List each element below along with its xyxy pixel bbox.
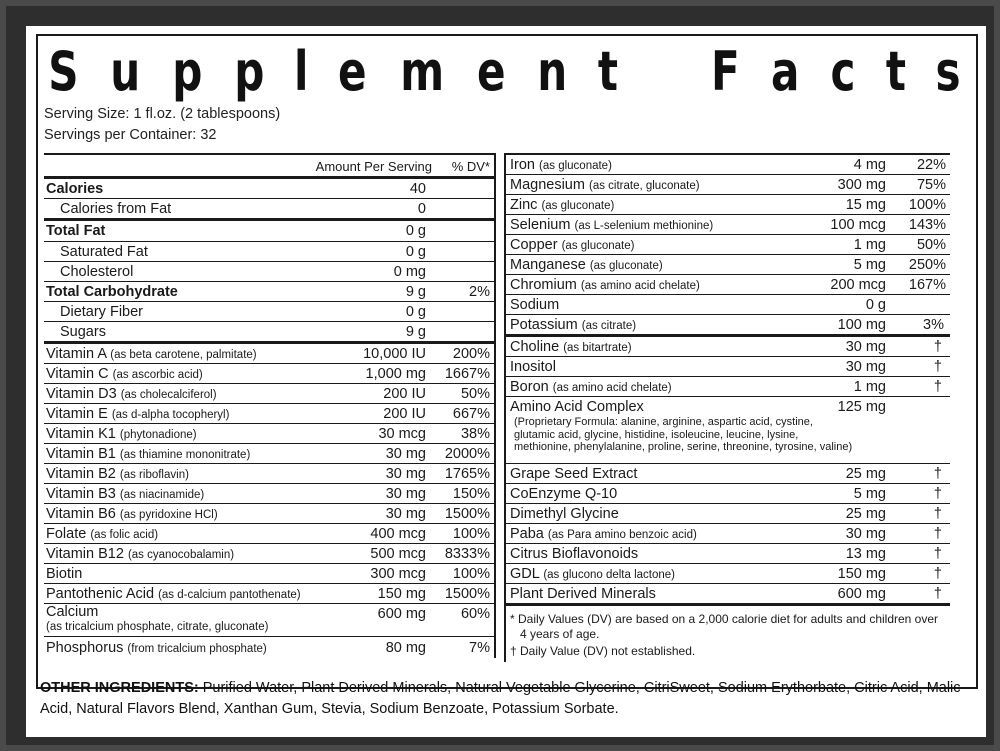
nutrient-name: Manganese (as gluconate) bbox=[510, 257, 663, 273]
nutrient-dv: 143% bbox=[908, 217, 946, 233]
nutrient-name: Sugars bbox=[60, 324, 106, 340]
dv-footnote: * Daily Values (DV) are based on a 2,000 calorie diet for adults and children over 4 years of age. † Daily Value (DV) not established. bbox=[510, 612, 939, 658]
nutrient-dv: 1500% bbox=[444, 586, 490, 602]
nutrient-name: Pantothenic Acid (as d-calcium pantothenate) bbox=[46, 586, 301, 602]
nutrient-name: Vitamin B6 (as pyridoxine HCl) bbox=[46, 506, 218, 522]
macro-row bbox=[44, 221, 494, 242]
nutrient-dv: 38% bbox=[460, 426, 490, 442]
mineral-row bbox=[506, 275, 950, 295]
vitamin-row bbox=[44, 364, 494, 384]
nutrient-name: Vitamin D3 (as cholecalciferol) bbox=[46, 386, 217, 402]
nutrient-amount: 600 mg bbox=[377, 606, 426, 622]
mineral-row bbox=[506, 235, 950, 255]
nutrient-amount: 4 mg bbox=[853, 157, 886, 173]
mineral-row bbox=[506, 195, 950, 215]
nutrient-name: Saturated Fat bbox=[60, 244, 148, 260]
vitamin-row bbox=[44, 464, 494, 484]
nutrient-amount: 9 g bbox=[405, 284, 426, 300]
other-row bbox=[506, 544, 950, 564]
mineral-row bbox=[506, 315, 950, 337]
other-row bbox=[506, 504, 950, 524]
nutrient-amount: 30 mg bbox=[385, 466, 426, 482]
vitamin-row bbox=[44, 544, 494, 564]
nutrient-name: CoEnzyme Q-10 bbox=[510, 486, 618, 502]
nutrient-dv: 3% bbox=[923, 317, 944, 333]
macro-row bbox=[44, 262, 494, 282]
nutrient-dv: 100% bbox=[908, 197, 946, 213]
title-letter: e bbox=[337, 40, 367, 103]
nutrient-amount: 600 mg bbox=[837, 586, 886, 602]
other-ingredients bbox=[40, 678, 980, 720]
vitamin-row bbox=[44, 584, 494, 604]
title-letter: s bbox=[935, 40, 961, 103]
nutrient-name: Inositol bbox=[510, 359, 556, 375]
vitamin-row bbox=[44, 444, 494, 464]
other-row bbox=[506, 464, 950, 484]
other-row bbox=[506, 357, 950, 377]
phosphorus-row bbox=[44, 637, 494, 658]
nutrient-dv: 100% bbox=[452, 566, 490, 582]
other-row bbox=[506, 584, 950, 606]
nutrient-name: Vitamin K1 (phytonadione) bbox=[46, 426, 197, 442]
nutrient-amount: 100 mcg bbox=[830, 217, 886, 233]
other-row bbox=[506, 564, 950, 584]
title-letter: S bbox=[48, 40, 79, 103]
mineral-row bbox=[506, 175, 950, 195]
nutrient-name: Vitamin A (as beta carotene, palmitate) bbox=[46, 346, 257, 362]
nutrient-dv: 7% bbox=[469, 640, 490, 656]
nutrient-amount: 0 bbox=[417, 201, 426, 217]
vitamin-row bbox=[44, 484, 494, 504]
nutrient-amount: 1 mg bbox=[853, 237, 886, 253]
dagger-mark: † bbox=[933, 466, 942, 482]
nutrient-dv: 1667% bbox=[444, 366, 490, 382]
ingredients-label: OTHER INGREDIENTS: bbox=[40, 680, 199, 696]
nutrient-name: Calories from Fat bbox=[60, 201, 172, 217]
nutrient-name: Vitamin C (as ascorbic acid) bbox=[46, 366, 203, 382]
nutrient-dv: 50% bbox=[460, 386, 490, 402]
nutrient-dv: 2% bbox=[469, 284, 490, 300]
nutrient-amount: 0 g bbox=[405, 223, 426, 239]
nutrient-name: GDL (as glucono delta lactone) bbox=[510, 566, 676, 582]
nutrient-name: Total Carbohydrate bbox=[46, 284, 178, 300]
nutrient-name: Cholesterol bbox=[60, 264, 134, 280]
nutrient-dv: 100% bbox=[452, 526, 490, 542]
servings-per-container: Servings per Container: 32 bbox=[44, 127, 217, 143]
vitamin-row bbox=[44, 504, 494, 524]
nutrient-amount: 125 mg bbox=[837, 399, 886, 415]
title-letter: n bbox=[537, 40, 568, 103]
dagger-mark: † bbox=[933, 359, 942, 375]
nutrient-amount: 30 mg bbox=[845, 526, 886, 542]
vitamin-row bbox=[44, 564, 494, 584]
nutrient-name: Vitamin B2 (as riboflavin) bbox=[46, 466, 189, 482]
nutrient-dv: 250% bbox=[908, 257, 946, 273]
nutrient-name: Iron (as gluconate) bbox=[510, 157, 612, 173]
other-row bbox=[506, 337, 950, 357]
serving-size: Serving Size: 1 fl.oz. (2 tablespoons) bbox=[44, 106, 281, 122]
nutrient-name: Vitamin B3 (as niacinamide) bbox=[46, 486, 205, 502]
title-letter: t bbox=[597, 40, 618, 103]
calories-row bbox=[44, 179, 494, 199]
nutrient-name: Potassium (as citrate) bbox=[510, 317, 637, 333]
nutrient-amount: 30 mg bbox=[385, 446, 426, 462]
nutrient-amount: 30 mcg bbox=[378, 426, 426, 442]
other-row bbox=[506, 377, 950, 397]
nutrient-amount: 500 mcg bbox=[370, 546, 426, 562]
right-nutrient-column bbox=[504, 153, 950, 662]
nutrient-name: Vitamin E (as d-alpha tocopheryl) bbox=[46, 406, 230, 422]
title-letter: a bbox=[771, 40, 800, 103]
nutrient-name: Dietary Fiber bbox=[60, 304, 143, 320]
vitamin-row bbox=[44, 404, 494, 424]
nutrient-name: Citrus Bioflavonoids bbox=[510, 546, 639, 562]
supplement-facts-panel bbox=[36, 34, 978, 689]
nutrient-name: Chromium (as amino acid chelate) bbox=[510, 277, 700, 293]
title-letter: m bbox=[399, 40, 444, 103]
nutrient-dv: 75% bbox=[916, 177, 946, 193]
nutrient-name: Zinc (as gluconate) bbox=[510, 197, 615, 213]
nutrient-dv: 667% bbox=[452, 406, 490, 422]
vitamin-row bbox=[44, 424, 494, 444]
macro-row bbox=[44, 282, 494, 302]
footnotes bbox=[506, 606, 950, 662]
title-letter: p bbox=[234, 40, 265, 103]
nutrient-amount: 30 mg bbox=[385, 506, 426, 522]
nutrient-amount: 25 mg bbox=[845, 466, 886, 482]
mineral-row bbox=[506, 255, 950, 275]
nutrient-dv: 1765% bbox=[444, 466, 490, 482]
amino-acid-row bbox=[506, 397, 950, 464]
nutrient-name: Grape Seed Extract bbox=[510, 466, 638, 482]
dagger-mark: † bbox=[933, 339, 942, 355]
nutrient-amount: 40 bbox=[409, 181, 426, 197]
nutrient-amount: 150 mg bbox=[377, 586, 426, 602]
nutrient-amount: 30 mg bbox=[385, 486, 426, 502]
mineral-row bbox=[506, 295, 950, 315]
nutrient-dv: 150% bbox=[452, 486, 490, 502]
dagger-mark: † bbox=[933, 546, 942, 562]
nutrient-amount: 0 g bbox=[865, 297, 886, 313]
nutrient-dv: 2000% bbox=[444, 446, 490, 462]
dagger-mark: † bbox=[933, 566, 942, 582]
nutrient-name: Magnesium (as citrate, gluconate) bbox=[510, 177, 700, 193]
nutrient-name: Boron (as amino acid chelate) bbox=[510, 379, 672, 395]
nutrient-amount: 5 mg bbox=[853, 257, 886, 273]
nutrient-amount: 0 mg bbox=[393, 264, 426, 280]
nutrient-dv: 60% bbox=[460, 606, 490, 622]
nutrient-name: Calories bbox=[46, 181, 104, 197]
title-letter: c bbox=[830, 40, 856, 103]
nutrient-name: Plant Derived Minerals bbox=[510, 586, 656, 602]
nutrient-amount: 300 mg bbox=[837, 177, 886, 193]
nutrient-name: Total Fat bbox=[46, 223, 106, 239]
vitamin-row bbox=[44, 524, 494, 544]
nutrient-dv: 50% bbox=[916, 237, 946, 253]
nutrient-amount: 200 IU bbox=[383, 406, 426, 422]
table-header-row bbox=[44, 155, 494, 179]
panel-title bbox=[44, 42, 964, 102]
title-letter: u bbox=[110, 40, 141, 103]
nutrient-name: Vitamin B12 (as cyanocobalamin) bbox=[46, 546, 235, 562]
nutrient-amount: 80 mg bbox=[385, 640, 426, 656]
nutrient-name: Amino Acid Complex bbox=[510, 399, 644, 415]
nutrient-name: Calcium (as tricalcium phosphate, citrate, gluconate) bbox=[46, 604, 269, 633]
supplement-label bbox=[26, 26, 986, 737]
nutrient-dv: 1500% bbox=[444, 506, 490, 522]
nutrient-amount: 1,000 mg bbox=[365, 366, 426, 382]
dagger-mark: † bbox=[933, 506, 942, 522]
nutrient-amount: 400 mcg bbox=[370, 526, 426, 542]
nutrient-amount: 25 mg bbox=[845, 506, 886, 522]
ingredients-text: Purified Water, Plant Derived Minerals, Natural Vegetable Glycerine, CitriSweet, Sodium Erythorbate, Citric Acid, Malic Acid, Natural Flavors Blend, Xanthan Gum, Stevia, Sodium Benzoate, Potassium Sorbate. bbox=[40, 680, 961, 717]
nutrient-name: Choline (as bitartrate) bbox=[510, 339, 632, 355]
vitamin-row bbox=[44, 384, 494, 404]
dagger-mark: † bbox=[933, 526, 942, 542]
macro-row bbox=[44, 242, 494, 262]
nutrient-amount: 150 mg bbox=[837, 566, 886, 582]
nutrient-amount: 13 mg bbox=[845, 546, 886, 562]
other-row bbox=[506, 524, 950, 544]
dagger-mark: † bbox=[933, 586, 942, 602]
calcium-row bbox=[44, 604, 494, 637]
nutrient-amount: 30 mg bbox=[845, 339, 886, 355]
nutrient-name: Copper (as gluconate) bbox=[510, 237, 635, 253]
nutrient-name: Folate (as folic acid) bbox=[46, 526, 159, 542]
nutrient-name: Paba (as Para amino benzoic acid) bbox=[510, 526, 697, 542]
nutrient-dv: 8333% bbox=[444, 546, 490, 562]
nutrient-dv: 200% bbox=[452, 346, 490, 362]
nutrient-name: Biotin bbox=[46, 566, 83, 582]
dv-header: % DV* bbox=[451, 159, 490, 174]
left-nutrient-column bbox=[44, 153, 496, 658]
calories-from-fat-row bbox=[44, 199, 494, 221]
title-letter: p bbox=[172, 40, 203, 103]
title-letter: F bbox=[711, 40, 741, 103]
nutrient-name: Sodium bbox=[510, 297, 560, 313]
nutrient-amount: 15 mg bbox=[845, 197, 886, 213]
nutrient-amount: 0 g bbox=[405, 304, 426, 320]
nutrient-amount: 9 g bbox=[405, 324, 426, 340]
title-letter: e bbox=[477, 40, 506, 103]
vitamin-row bbox=[44, 344, 494, 364]
nutrient-amount: 300 mcg bbox=[370, 566, 426, 582]
macro-row bbox=[44, 302, 494, 322]
mineral-row bbox=[506, 155, 950, 175]
nutrient-dv: 167% bbox=[908, 277, 946, 293]
title-letter: l bbox=[293, 40, 309, 103]
amount-per-serving-header: Amount Per Serving bbox=[315, 159, 432, 174]
label-frame bbox=[6, 6, 994, 745]
title-letter: t bbox=[885, 40, 906, 103]
nutrient-amount: 100 mg bbox=[837, 317, 886, 333]
nutrient-name: Selenium (as L-selenium methionine) bbox=[510, 217, 714, 233]
macro-row bbox=[44, 322, 494, 344]
dagger-footnote: † Daily Value (DV) not established. bbox=[510, 644, 696, 658]
nutrient-name: Vitamin B1 (as thiamine mononitrate) bbox=[46, 446, 251, 462]
nutrient-amount: 5 mg bbox=[853, 486, 886, 502]
nutrient-dv: 22% bbox=[916, 157, 946, 173]
nutrient-amount: 0 g bbox=[405, 244, 426, 260]
nutrient-name: Dimethyl Glycine bbox=[510, 506, 619, 522]
nutrient-amount: 1 mg bbox=[853, 379, 886, 395]
dagger-mark: † bbox=[933, 379, 942, 395]
nutrient-amount: 200 IU bbox=[383, 386, 426, 402]
amino-formula: (Proprietary Formula: alanine, arginine, aspartic acid, cystine, glutamic acid, glycine, histidine, isoleucine, leucine, lysine, methionine, phenylalanine, proline, serine, threonine, tyrosine, valine) bbox=[514, 416, 853, 453]
nutrient-amount: 10,000 IU bbox=[363, 346, 426, 362]
nutrient-amount: 200 mcg bbox=[830, 277, 886, 293]
nutrient-amount: 30 mg bbox=[845, 359, 886, 375]
dagger-mark: † bbox=[933, 486, 942, 502]
other-row bbox=[506, 484, 950, 504]
nutrient-name: Phosphorus (from tricalcium phosphate) bbox=[46, 640, 267, 656]
mineral-row bbox=[506, 215, 950, 235]
